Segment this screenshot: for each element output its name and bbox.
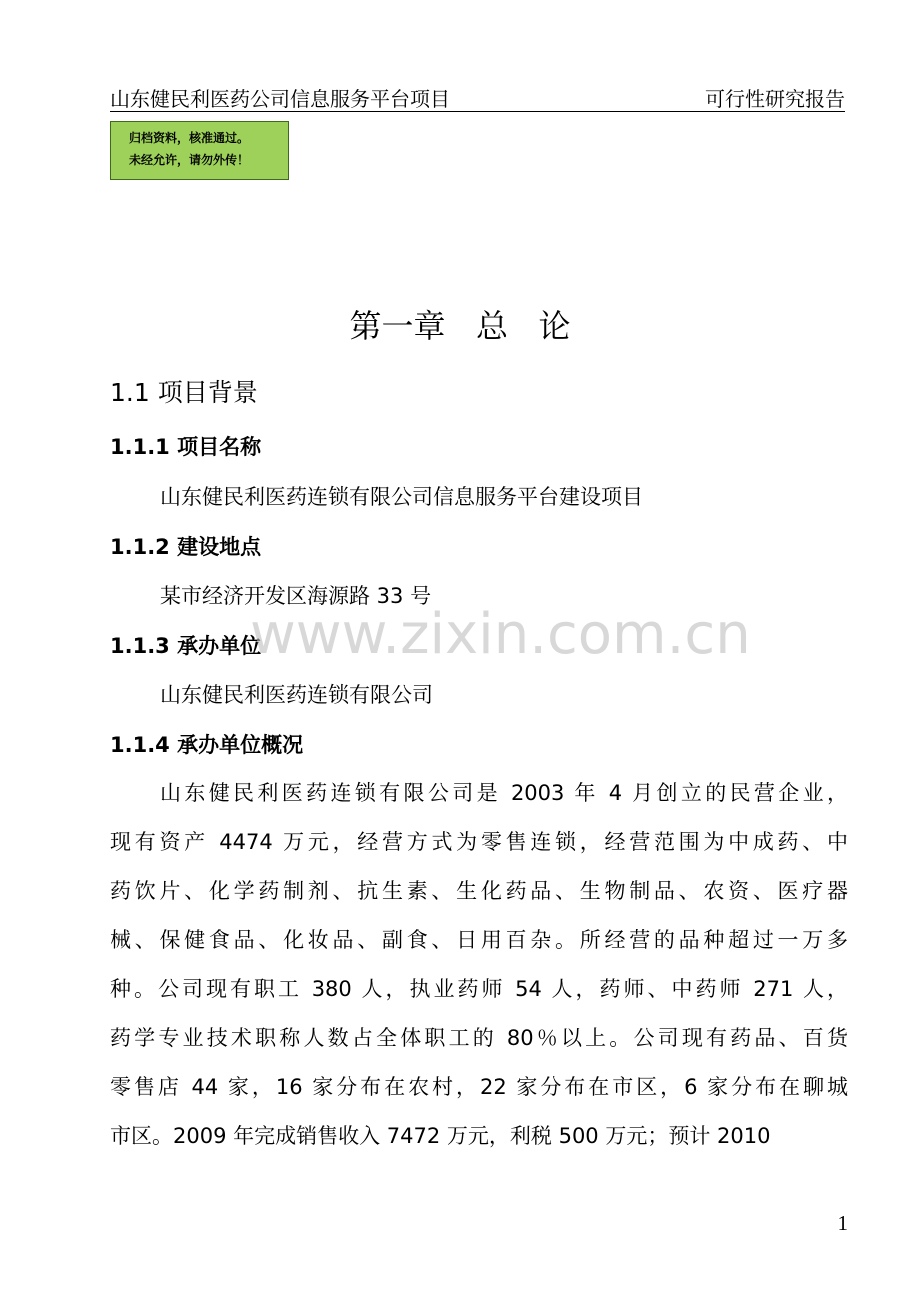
- subsection-heading-organizer-overview: 1.1.4 承办单位概况: [110, 733, 304, 757]
- subsection-heading-location: 1.1.2 建设地点: [110, 535, 262, 559]
- subsection-heading-project-name: 1.1.1 项目名称: [110, 435, 262, 459]
- section-heading: 1.1 项目背景: [110, 378, 258, 407]
- header-rule: [110, 111, 845, 112]
- project-name-text: 山东健民利医药连锁有限公司信息服务平台建设项目: [160, 485, 643, 509]
- overview-line: 现有资产 4474 万元，经营方式为零售连锁，经营范围为中成药、中: [110, 830, 848, 854]
- overview-line: 市区。2009 年完成销售收入 7472 万元，利税 500 万元；预计 2010: [110, 1124, 771, 1148]
- location-text: 某市经济开发区海源路 33 号: [160, 584, 432, 608]
- overview-line: 山东健民利医药连锁有限公司是 2003 年 4 月创立的民营企业，: [160, 781, 848, 805]
- archive-stamp: [110, 121, 289, 180]
- overview-line: 药学专业技术职称人数占全体职工的 80％以上。公司现有药品、百货: [110, 1026, 848, 1050]
- stamp-line-1: 归档资料，核准通过。: [129, 131, 250, 145]
- subsection-heading-organizer: 1.1.3 承办单位: [110, 634, 262, 658]
- chapter-title: 第一章 总 论: [349, 307, 571, 345]
- overview-line: 零售店 44 家，16 家分布在农村，22 家分布在市区，6 家分布在聊城: [110, 1075, 848, 1099]
- page-number: 1: [837, 1211, 848, 1235]
- overview-line: 药饮片、化学药制剂、抗生素、生化药品、生物制品、农资、医疗器: [110, 879, 848, 903]
- overview-line: 种。公司现有职工 380 人，执业药师 54 人，药师、中药师 271 人，: [110, 977, 848, 1001]
- organizer-text: 山东健民利医药连锁有限公司: [160, 683, 433, 707]
- watermark: www.zixin.com.cn: [250, 602, 751, 667]
- page-header-title: 山东健民利医药公司信息服务平台项目: [110, 87, 450, 111]
- overview-line: 械、保健食品、化妆品、副食、日用百杂。所经营的品种超过一万多: [110, 928, 848, 952]
- stamp-line-2: 未经允许，请勿外传！: [129, 153, 250, 167]
- page-header-report-type: 可行性研究报告: [705, 87, 845, 111]
